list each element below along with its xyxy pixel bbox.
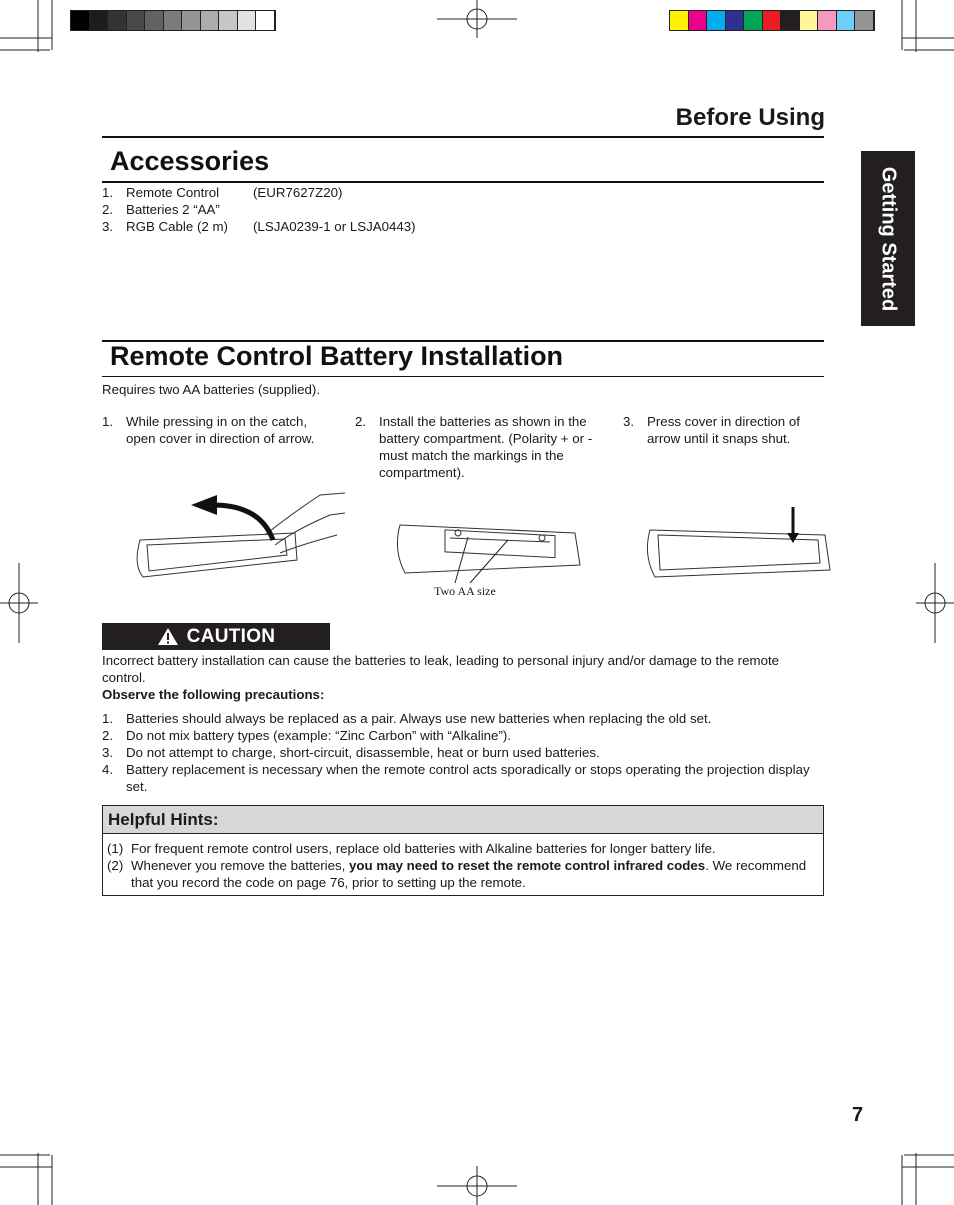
color-swatch (219, 11, 238, 30)
color-swatch (707, 11, 726, 30)
color-swatch (837, 11, 856, 30)
registration-mark-bottom (437, 1166, 517, 1205)
section-rule (102, 136, 824, 138)
color-swatch (127, 11, 146, 30)
color-calibration-bar (669, 10, 875, 31)
registration-mark-top (437, 0, 517, 38)
grayscale-calibration-bar (70, 10, 276, 31)
registration-mark-right (916, 563, 954, 643)
caution-warning-text: Incorrect battery installation can cause the batteries to leak, leading to personal injury and/or damage to the remote control. (102, 653, 780, 685)
helpful-hints-box (102, 805, 824, 896)
color-swatch (256, 11, 275, 30)
color-swatch (201, 11, 220, 30)
helpful-hints-title: Helpful Hints: (103, 806, 823, 834)
accessories-rule (102, 181, 824, 183)
color-swatch (855, 11, 874, 30)
battery-rule-bottom (102, 376, 824, 377)
battery-step-3: 3. Press cover in direction of arrow until it snaps shut. (623, 414, 800, 446)
color-swatch (800, 11, 819, 30)
battery-step-1: 1. While pressing in on the catch, open cover in direction of arrow. (102, 414, 315, 446)
registration-mark-left (0, 563, 38, 643)
color-swatch (71, 11, 90, 30)
accessories-list (102, 184, 416, 235)
color-swatch (689, 11, 708, 30)
list-item: 1. Batteries should always be replaced as a pair. Always use new batteries when replacing the old set. (102, 711, 712, 726)
color-swatch (182, 11, 201, 30)
color-swatch (818, 11, 837, 30)
warning-icon (157, 627, 179, 646)
list-item: (2) Whenever you remove the batteries, you may need to reset the remote control infrared codes. We recommend that you record the code on page 76, prior to setting up the remote. (107, 858, 807, 890)
side-tab-label: Getting Started (877, 166, 900, 311)
list-item: (1) For frequent remote control users, replace old batteries with Alkaline batteries for longer battery life. (107, 841, 716, 856)
precautions-heading: Observe the following precautions: (102, 687, 325, 702)
color-swatch (90, 11, 109, 30)
list-item: 3. RGB Cable (2 m) (LSJA0239-1 or LSJA0443) (102, 219, 416, 234)
remote-close-cover-illustration (640, 505, 835, 585)
color-swatch (763, 11, 782, 30)
remote-open-cover-illustration (125, 485, 350, 585)
side-tab-getting-started (861, 151, 915, 326)
list-item: 1. Remote Control (EUR7627Z20) (102, 185, 343, 200)
list-item: 3. Do not attempt to charge, short-circuit, disassemble, heat or burn used batteries. (102, 745, 600, 760)
list-item: 2. Batteries 2 “AA” (102, 202, 220, 217)
color-swatch (238, 11, 257, 30)
accessories-title: Accessories (110, 146, 270, 176)
color-swatch (726, 11, 745, 30)
color-swatch (781, 11, 800, 30)
precautions-list (102, 710, 822, 795)
color-swatch (164, 11, 183, 30)
caution-label: CAUTION (186, 625, 276, 647)
battery-step-2: 2. Install the batteries as shown in the battery compartment. (Polarity + or - must match the markings in the compartment). (355, 414, 593, 480)
section-label: Before Using (675, 104, 825, 131)
figure-label: Two AA size (434, 584, 496, 598)
list-item: 4. Battery replacement is necessary when the remote control acts sporadically or stops operating the projection display set. (102, 762, 810, 794)
page-number: 7 (852, 1104, 864, 1126)
remote-battery-compartment-illustration (390, 515, 585, 585)
battery-title: Remote Control Battery Installation (110, 341, 564, 371)
battery-intro: Requires two AA batteries (supplied). (102, 382, 321, 397)
caution-banner (102, 623, 330, 650)
color-swatch (670, 11, 689, 30)
color-swatch (744, 11, 763, 30)
color-swatch (108, 11, 127, 30)
color-swatch (145, 11, 164, 30)
list-item: 2. Do not mix battery types (example: “Zinc Carbon” with “Alkaline”). (102, 728, 511, 743)
